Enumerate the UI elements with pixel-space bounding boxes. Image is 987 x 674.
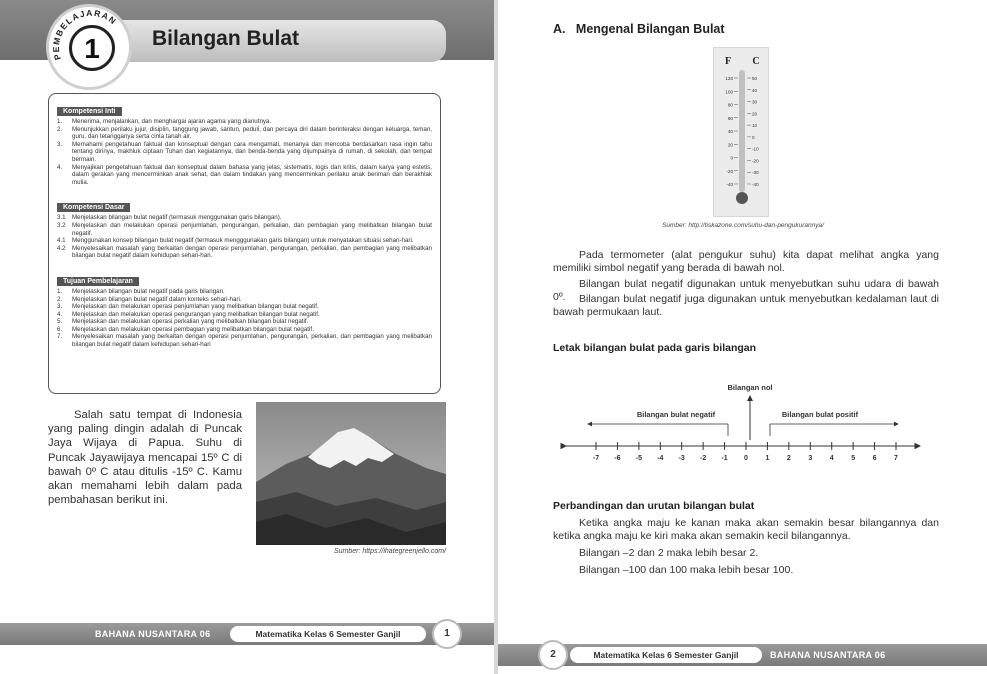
list-item [57,164,432,187]
thermo-tick-label: 50 [752,76,758,81]
kompetensi-dasar-heading: Kompetensi Dasar [57,203,130,212]
paragraph-temperature: Bilangan bulat negatif digunakan untuk menyebutkan suhu udara di bawah 0º. [553,278,939,303]
list-item [57,214,432,222]
number-line-tick-label: 3 [808,455,813,462]
thermo-tick-label: -40 [726,182,733,187]
zero-label: Bilangan nol [727,383,773,392]
thermo-tick-label: -10 [752,146,759,152]
number-line-tick-label: 4 [829,455,834,462]
chapter-title: Bilangan Bulat [152,27,300,50]
list-item-number: 3.1 [57,214,66,222]
left-footer-publisher: BAHANA NUSANTARA 06 [95,629,211,639]
list-item-text: Menjelaskan dan melakukan operasi perkalian yang melibatkan bilangan bulat negatif. [72,318,309,326]
list-item-text: Menyelesaikan masalah yang berkaitan dengan operasi penjumlahan, pengurangan, perkalian, dan pembagian yang melibatkan bilangan bulat negatif dalam kehidupan sehari-hari. [72,244,432,260]
list-item-text: Menyelesaikan masalah yang berkaitan dengan operasi penjumlahan, pengurangan, perkalian, dan pembagian yang melibatkan bilangan bulat negatif dalam kehidupan sehari-hari [72,333,432,349]
section-title: A. Mengenal Bilangan Bulat [553,22,725,36]
list-item-number: 5. [57,318,63,326]
list-item [57,318,432,326]
photo-caption: Sumber: https://ihategreenjello.com/ [333,548,446,555]
right-page-number: 2 [538,640,568,670]
paragraph-compare: Ketika angka maju ke kanan maka akan semakin besar bilangannya dan ketika angka maju ke kiri maka akan semakin kecil bilangannya. [553,517,939,542]
list-item-number: 6. [57,325,63,333]
thermo-tube [739,70,745,192]
list-item-number: 1. [57,118,63,125]
right-footer-book: Matematika Kelas 6 Semester Ganjil [570,647,762,663]
list-item [57,222,432,237]
mountain-photo [256,402,446,545]
list-item-text: Menjelaskan dan melakukan operasi penjumlahan yang melibatkan bilangan bulat negatif. [72,303,319,311]
list-item [57,326,432,334]
list-item-number: 4.2 [57,244,66,252]
thermo-tick-label: 40 [727,129,733,134]
thermometer-drawing [714,48,770,218]
chapter-badge [46,4,132,90]
list-item-text: Menjelaskan bilangan bulat negatif dalam konteks sehari-hari. [72,295,242,303]
number-line-tick-label: -1 [721,455,728,462]
list-item-number: 2. [57,295,63,303]
negative-label: Bilangan bulat negatif [636,410,716,419]
list-item-text: Menjelaskan dan melakukan operasi pengurangan yang melibatkan bilangan bulat negatif. [72,310,320,318]
number-line-drawing [558,380,928,470]
list-item-number: 4.1 [57,237,66,245]
list-item-text: Menjelaskan dan melakukan operasi pembagian yang melibatkan bilangan bulat negatif. [72,325,314,333]
list-item [57,237,432,245]
number-line [558,380,928,470]
list-item [57,288,432,296]
number-line-tick-label: -7 [592,455,600,462]
competency-box [48,93,441,394]
thermo-tick-label: 20 [752,111,758,117]
number-line-tick-label: 1 [765,455,770,462]
thermo-tick-label: 0 [730,155,733,161]
thermo-tick-label: 40 [752,87,758,93]
right-page [498,0,987,674]
list-item-text: Menjelaskan dan melakukan operasi penjumlahan, pengurangan, perkalian, dan pembagian yang melibatkan bilangan bulat negatif. [72,221,432,237]
kompetensi-inti-heading: Kompetensi Inti [57,107,122,116]
list-item-number: 2. [57,125,63,133]
thermo-bulb [736,192,748,204]
thermo-label-f: F [724,56,732,67]
number-line-tick-label: 0 [744,455,748,462]
list-item-number: 3.2 [57,221,66,229]
list-item-text: Menggunakan konsep bilangan bulat negatif (termasuk mengggunakan garis bilangan) untuk menyatakan situasi sehari-hari. [72,237,414,245]
right-footer-band [498,644,987,666]
tujuan-list [57,288,432,349]
thermo-label-c: C [752,56,760,67]
thermo-tick-label: -20 [752,158,759,164]
paragraph-example-1: Bilangan –2 dan 2 maka lebih besar 2. [579,547,759,559]
number-line-tick-label: -4 [657,455,664,462]
left-page-number: 1 [432,619,462,649]
list-item-text: Menjelaskan bilangan bulat negatif pada garis bilangan. [72,287,225,295]
thermo-tick-label: 0 [752,134,755,140]
list-item [57,296,432,304]
list-item-text: Menyajikan pengetahuan faktual dan konseptual dalam bahasa yang jelas, sistematis, logis dan kritis, dalam karya yang estetis, dalam gerakan yang mencerminkan anak sehat, dan dalam tindakan yang mencerminkan perilaku anak beriman dan berakhlak mulia. [72,163,432,186]
thermo-tick-label: 30 [752,99,758,105]
paragraph-thermometer: Pada termometer (alat pengukur suhu) kita dapat melihat angka yang memiliki simbol negatif yang berada di bawah nol. [553,249,939,274]
compare-heading: Perbandingan dan urutan bilangan bulat [553,500,755,512]
thermo-tick-label: -30 [752,170,759,176]
thermo-tick-label: 20 [727,142,733,148]
number-line-tick-label: -3 [678,455,685,462]
number-line-tick-label: -5 [635,455,642,462]
thermo-tick-label: -40 [752,182,759,187]
list-item-text: Menunjukkan perilaku jujur, disiplin, tanggung jawab, santun, peduli, dan percaya diri dalam berinteraksi dengan keluarga, teman, guru, dan tetangganya serta cinta tanah air. [72,125,432,141]
intro-paragraph: Salah satu tempat di Indonesia yang paling dingin adalah di Puncak Jaya Wijaya di Papua. Suhu di Puncak Jayawijaya mencapai 15º C di bawah 0º C atau ditulis -15º C. Kamu akan memahami lebih dalam pada pembahasan berikut ini. [48,409,242,507]
list-item-number: 1. [57,287,63,295]
list-item [57,245,432,260]
tujuan-heading: Tujuan Pembelajaran [57,277,139,286]
badge-word: PEMBELAJARAN [50,7,119,62]
number-line-tick-label: 2 [786,455,791,462]
number-line-tick-label: -6 [614,455,621,462]
number-line-tick-label: -2 [700,455,707,462]
mountain-image [256,402,446,545]
thermo-tick-label: 10 [752,123,758,129]
chapter-number: 1 [84,33,100,64]
paragraph-example-2: Bilangan –100 dan 100 maka lebih besar 100. [579,564,794,576]
list-item-text: Memahami pengetahuan faktual dan konseptual dengan cara mengamati, menanya dan mencoba berdasarkan rasa ingin tahu tentang dirinya, makhluk ciptaan Tuhan dan kegiatannya, dan benda-benda yang dijumpainya di rumah, di sekolah, dan tempat bermain. [72,140,432,163]
list-item [57,126,432,141]
kompetensi-dasar-list [57,214,432,260]
number-line-tick-label: 7 [894,455,898,462]
list-item-text: Menjelaskan bilangan bulat negatif (termasuk menggunakan garis bilangan). [72,214,282,222]
list-item-number: 7. [57,333,63,341]
numberline-heading: Letak bilangan bulat pada garis bilangan [553,342,757,354]
list-item [57,118,432,126]
left-footer-band [0,623,494,645]
number-line-tick-label: 5 [851,455,856,462]
badge-number-circle [69,25,115,71]
list-item-text: Menerima, menjalankan, dan menghargai ajaran agama yang dianutnya. [72,118,272,125]
thermometer-caption: Sumber: http://tiskazone.com/suhu-dan-pengukurannya/ [662,222,824,229]
right-footer-publisher: BAHANA NUSANTARA 06 [770,650,886,660]
left-footer-book: Matematika Kelas 6 Semester Ganjil [230,626,426,642]
list-item-number: 3. [57,140,63,148]
thermo-tick-label: 80 [727,102,733,108]
thermo-tick-label: -20 [726,168,733,174]
list-item [57,311,432,319]
list-item-number: 4. [57,163,63,171]
thermometer-image [713,47,769,217]
list-item [57,303,432,311]
thermo-tick-label: 60 [727,115,733,121]
list-item [57,141,432,164]
list-item-number: 3. [57,303,63,311]
list-item [57,333,432,348]
thermo-tick-label: 100 [725,89,733,95]
number-line-tick-label: 6 [872,455,877,462]
list-item-number: 4. [57,310,63,318]
paragraph-sea-depth: Bilangan bulat negatif juga digunakan untuk menyebutkan kedalaman laut di bawah permukaan laut. [553,293,939,318]
thermo-tick-label: 120 [725,76,733,81]
positive-label: Bilangan bulat positif [781,410,859,419]
kompetensi-inti-list [57,118,432,186]
